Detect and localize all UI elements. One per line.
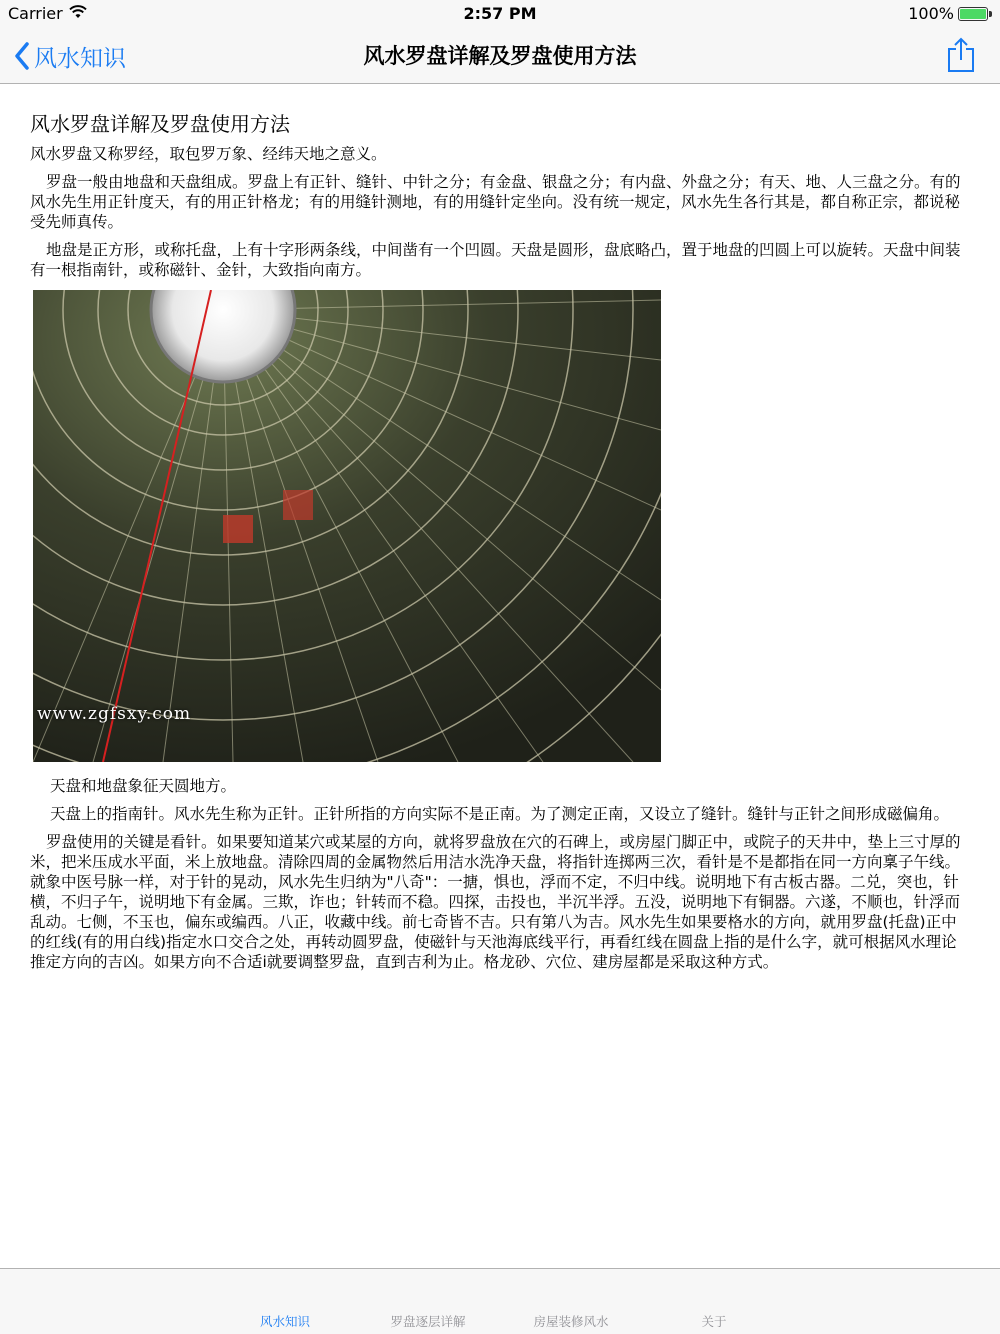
paragraph-composition: 罗盘一般由地盘和天盘组成。罗盘上有正针、缝针、中针之分；有金盘、银盘之分；有内盘、外盘之分；有天、地、人三盘之分。有的风水先生用正针度天，有的用正针格龙；有的用缝针测地，有的用缝针定坐向。没有统一规定，风水先生各行其是，都自称正宗，都说秘受先师真传。 (30, 173, 961, 231)
paragraph-symbolism: 天盘和地盘象征天圆地方。 (50, 777, 237, 795)
carrier-label: Carrier (8, 4, 63, 23)
status-right (908, 4, 988, 23)
share-icon (946, 36, 976, 74)
compass-photo-illustration (33, 290, 661, 762)
image-watermark: www.zgfsxy.com (37, 704, 192, 724)
article-content (30, 110, 970, 980)
tab-fengshui-knowledge[interactable]: 风水知识 (259, 1314, 310, 1329)
status-time: 2:57 PM (463, 4, 537, 23)
battery-fill (960, 9, 986, 19)
tab-bar (0, 1268, 1000, 1334)
navigation-bar (0, 28, 1000, 84)
paragraph-needle: 天盘上的指南针。风水先生称为正针。正针所指的方向实际不是正南。为了测定正南，又设立了缝针。缝针与正针之间形成磁偏角。 (50, 805, 950, 823)
paragraph-intro: 风水罗盘又称罗经，取包罗万象、经纬天地之意义。 (30, 145, 387, 163)
battery-percent: 100% (908, 4, 954, 23)
back-button-label: 风水知识 (34, 45, 126, 72)
share-button[interactable] (946, 36, 976, 74)
paragraph-usage: 罗盘使用的关键是看针。如果要知道某穴或某屋的方向，就将罗盘放在穴的石碑上，或房屋门脚正中，或院子的天井中，垫上三寸厚的米，把米压成水平面，米上放地盘。清除四周的金属物然后用洁水洗净天盘，将指针连掷两三次，看针是不是都指在同一方向稟子午线。就象中医号脉一样，对于针的晃动，风水先生归纳为"八奇"：一搪，惧也，浮而不定，不归中线。说明地下有古板古器。二兑，突也，针横，不归子午，说明地下有金属。三欺，诈也；针转而不稳。四探，击投也，半沉半浮。五没，说明地下有铜器。六遂，不顺也，针浮而乱动。七侧，不玉也，偏东或编西。八正，收藏中线。前七奇皆不吉。只有第八为吉。风水先生如果要格水的方向，就用罗盘(托盘)正中的红线(有的用白线)指定水口交合之处，再转动圆罗盘，使磁针与天池海底线平行，再看红线在圆盘上指的是什么字，就可根据风水理论推定方向的吉凶。如果方向不合适i就要调整罗盘，直到吉利为止。格龙砂、穴位、建房屋都是采取这种方式。 (30, 833, 961, 971)
tab-compass-layers[interactable]: 罗盘逐层详解 (390, 1314, 466, 1329)
battery-icon (958, 7, 988, 21)
paragraph-plates: 地盘是正方形，或称托盘，上有十字形两条线，中间凿有一个凹圆。天盘是圆形，盘底略凸，置于地盘的凹圆上可以旋转。天盘中间装有一根指南针，或称磁针、金针，大致指向南方。 (30, 241, 961, 279)
battery-tip (989, 11, 992, 17)
nav-title: 风水罗盘详解及罗盘使用方法 (363, 44, 637, 68)
tab-home-decoration[interactable]: 房屋装修风水 (533, 1314, 609, 1329)
article-title: 风水罗盘详解及罗盘使用方法 (30, 112, 290, 136)
chevron-left-icon (14, 42, 30, 70)
tab-about[interactable]: 关于 (701, 1314, 727, 1329)
compass-photo (33, 290, 661, 762)
back-button[interactable] (14, 38, 126, 74)
status-bar (0, 0, 1000, 28)
